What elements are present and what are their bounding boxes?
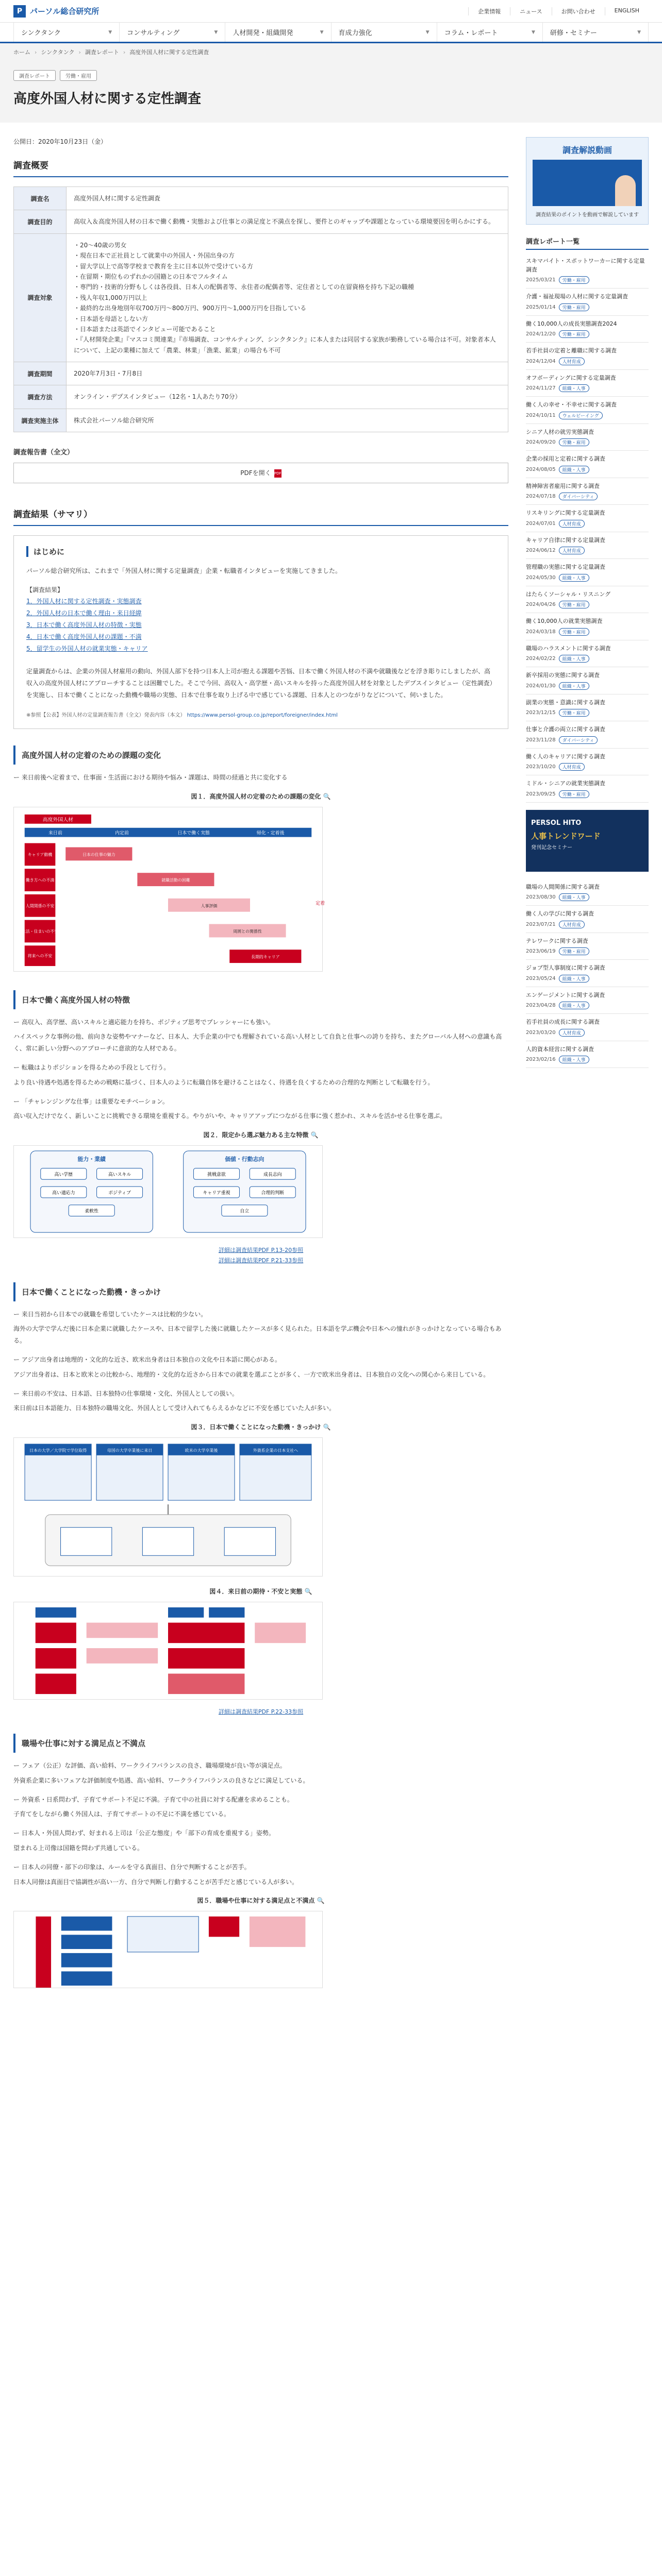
report-date: 2023/11/28 bbox=[526, 737, 556, 743]
list-item[interactable] bbox=[526, 253, 649, 289]
report-date: 2025/03/21 bbox=[526, 277, 556, 283]
banner-image bbox=[533, 160, 642, 206]
fig3-box: 日本の大学／大学院で学位取得 bbox=[29, 1448, 87, 1453]
list-item[interactable] bbox=[526, 987, 649, 1014]
figure-3-caption: 図３．日本で働くことになった動機・きっかけ 🔍 bbox=[191, 1423, 331, 1431]
intro-title: はじめに bbox=[26, 546, 495, 557]
nav-training[interactable] bbox=[332, 23, 437, 42]
figure-3 bbox=[13, 1437, 323, 1577]
fig1-row: 生活・住まいの不安 bbox=[21, 928, 59, 934]
report-date: 2024/08/05 bbox=[526, 466, 556, 472]
list-item[interactable] bbox=[526, 694, 649, 722]
report-title: リスキリングに関する定量調査 bbox=[526, 510, 605, 516]
report-tag[interactable]: 組織・人事 bbox=[559, 1056, 589, 1063]
zoom-icon: 🔍 bbox=[317, 1897, 325, 1905]
toc-link[interactable]: 2．外国人材の日本で働く理由・来日経緯 bbox=[26, 609, 142, 617]
target-line: ・留大学以上で高等学校まで教育を主に日本以外で受けている方 bbox=[74, 262, 254, 270]
s2-item: より良い待遇や処遇を得るための戦略に基づく、日本人のように転職自体を避けることはなく、待遇を良くするための合理的な判断として転職を行う。 bbox=[13, 1078, 434, 1086]
report-tag[interactable]: 労働・雇用 bbox=[559, 438, 589, 446]
list-item[interactable] bbox=[526, 505, 649, 532]
report-tag[interactable]: 組織・人事 bbox=[559, 893, 589, 901]
report-title: 介護・福祉現場の人材に関する定量調査 bbox=[526, 293, 628, 300]
nav-label: シンクタンク bbox=[21, 29, 61, 37]
fig1-cell: 就職活動の困難 bbox=[161, 877, 190, 883]
figure-2 bbox=[13, 1145, 323, 1238]
fig2-item: キャリア重視 bbox=[203, 1191, 230, 1196]
report-title: 働く人の幸せ・不幸せに関する調査 bbox=[526, 401, 617, 408]
tag-report[interactable]: 調査レポート bbox=[13, 70, 56, 81]
main-column bbox=[13, 123, 508, 1990]
row-value: 高度外国人材に関する定性調査 bbox=[67, 187, 508, 210]
report-title: 働く人の学びに関する調査 bbox=[526, 910, 594, 917]
tag-list bbox=[13, 70, 649, 81]
report-date: 2023/02/16 bbox=[526, 1057, 556, 1062]
report-tag[interactable]: 労働・雇用 bbox=[559, 303, 589, 311]
row-value bbox=[67, 233, 508, 362]
row-key: 調査方法 bbox=[14, 385, 67, 409]
nav-label: コンサルティング bbox=[127, 29, 180, 37]
list-item[interactable] bbox=[526, 960, 649, 987]
report-title: 管理職の実態に関する定量調査 bbox=[526, 564, 605, 570]
note-link[interactable]: https://www.persol-group.co.jp/report/foreigner/index.html bbox=[187, 712, 338, 718]
toc-link[interactable]: 1．外国人材に関する定性調査・実態調査 bbox=[26, 598, 142, 605]
list-item[interactable] bbox=[526, 775, 649, 803]
target-line: ・残人年収1,000万円以上 bbox=[74, 294, 147, 301]
report-title: オフボーディングに関する定量調査 bbox=[526, 374, 616, 381]
row-value: 高収入＆高度外国人材の日本で働く動機・実態および仕事との満足度と不満点を探し、要件とのギャップや課題となっている環境要因を明らかにする。 bbox=[67, 210, 508, 233]
row-key: 調査目的 bbox=[14, 210, 67, 233]
zoom-icon: 🔍 bbox=[323, 792, 331, 800]
s4-item: ー 日本人の同僚・部下の印象は、ルールを守る真面目、自分で判断することが苦手。 bbox=[13, 1863, 251, 1871]
list-item[interactable] bbox=[526, 451, 649, 478]
fig1-phase: 内定前 bbox=[115, 831, 129, 836]
fig1-cell: 周囲との関係性 bbox=[233, 928, 262, 934]
fig1-cell: 日本の仕事の魅力 bbox=[82, 852, 115, 857]
report-tag[interactable]: 組織・人事 bbox=[559, 574, 589, 582]
chevron-down-icon: ▼ bbox=[214, 29, 218, 35]
report-tag[interactable]: 労働・雇用 bbox=[559, 330, 589, 338]
section-1-heading: 高度外国人材の定着のための課題の変化 bbox=[13, 745, 508, 765]
row-key: 調査期間 bbox=[14, 362, 67, 385]
nav-label: コラム・レポート bbox=[444, 29, 498, 37]
report-title: ミドル・シニアの就業実態調査 bbox=[526, 780, 605, 787]
detail-link[interactable]: 詳細は調査結果PDF P.22-33参照 bbox=[218, 1708, 304, 1716]
s4-item: ー フェア（公正）な評価、高い給料、ワークライフバランスの良さ、職場環境が良い等が満足点。 bbox=[13, 1762, 286, 1770]
figure-5 bbox=[13, 1911, 323, 1988]
nav-think-tank[interactable] bbox=[13, 23, 120, 42]
toc-list bbox=[26, 596, 495, 654]
report-title: 働く10,000人の就業実態調査 bbox=[526, 618, 603, 624]
s3-item: ー 来日当初から日本での就職を希望していたケースは比較的少ない。 bbox=[13, 1310, 207, 1318]
section-1-lead: ー 来日前後へ定着まで、仕事面・生活面における期待や悩み・課題は、時間の経過と共に変化する bbox=[13, 773, 288, 781]
report-title: はたらくソーシャル・リスニング bbox=[526, 590, 611, 598]
report-date: 2024/11/27 bbox=[526, 385, 556, 391]
report-tag[interactable]: ダイバーシティ bbox=[559, 493, 598, 500]
report-tag[interactable]: 組織・人事 bbox=[559, 1002, 589, 1009]
link-company[interactable]: 企業情報 bbox=[468, 7, 510, 15]
report-date: 2024/01/30 bbox=[526, 683, 556, 689]
section-3-heading: 日本で働くことになった動機・きっかけ bbox=[13, 1282, 508, 1301]
ad-banner[interactable] bbox=[526, 810, 649, 872]
report-date: 2024/07/01 bbox=[526, 520, 556, 527]
intro-box bbox=[13, 535, 508, 729]
report-title: 企業の採用と定着に関する調査 bbox=[526, 455, 605, 462]
list-item[interactable] bbox=[526, 1041, 649, 1069]
fig1-rows bbox=[22, 843, 58, 966]
figure-5-caption: 図５．職場や仕事に対する満足点と不満点 🔍 bbox=[197, 1897, 325, 1905]
sidebar bbox=[526, 123, 649, 1990]
pdf-icon: PDF bbox=[274, 469, 282, 478]
report-title: シニア人材の就労実態調査 bbox=[526, 428, 594, 435]
row-value: 株式会社パーソル総合研究所 bbox=[67, 409, 508, 432]
target-line: ・20〜40歳の男女 bbox=[74, 241, 127, 249]
site-logo[interactable] bbox=[13, 5, 99, 18]
report-list bbox=[526, 253, 649, 1068]
report-tag[interactable]: 組織・人事 bbox=[559, 975, 589, 982]
target-line: ・『人材開発企業』『マスコミ関連業』『市場調査、コンサルティング、シンクタンク』に本人または同居する家族が勤務している場合は不可。対象者本人について、上記の業種に加えて「農業、林業」「漁業、鉱業」の場合も不可 bbox=[74, 336, 496, 354]
report-tag[interactable]: 人材育成 bbox=[559, 547, 585, 554]
table-row bbox=[14, 187, 508, 210]
main-nav bbox=[0, 23, 662, 43]
report-title: 新卒採用の実態に関する調査 bbox=[526, 672, 600, 679]
target-line: ・日本語を母語としない方 bbox=[74, 315, 148, 323]
fig2-item: 合理的判断 bbox=[261, 1191, 284, 1196]
s4-item: 子育てをしながら働く外国人は、子育てサポートの不足に不満を感じている。 bbox=[13, 1810, 230, 1818]
figure-2-caption: 図２．限定から選ぶ魅力ある主な特徴 🔍 bbox=[203, 1131, 319, 1139]
list-item[interactable] bbox=[526, 586, 649, 614]
fig1-cell: 長期的キャリア bbox=[251, 954, 280, 959]
list-item[interactable] bbox=[526, 749, 649, 776]
fig2-item: 高い適応力 bbox=[52, 1191, 75, 1196]
report-date: 2023/12/15 bbox=[526, 710, 556, 716]
crumb-reports[interactable]: 調査レポート bbox=[85, 49, 119, 56]
fig1-row: キャリア動機 bbox=[27, 852, 53, 857]
report-tag[interactable]: 組織・人事 bbox=[559, 384, 589, 392]
summary-heading: 調査結果（サマリ） bbox=[13, 507, 508, 526]
figure-4-caption: 図４．来日前の期待・不安と実態 🔍 bbox=[209, 1588, 312, 1596]
list-item[interactable] bbox=[526, 424, 649, 451]
report-title: 若手社員の定着と離職に関する調査 bbox=[526, 347, 617, 354]
nav-seminar[interactable] bbox=[543, 23, 649, 42]
toc-label: 【調査結果】 bbox=[26, 586, 64, 594]
s4-item: 日本人同僚は真面目で協調性が高い一方、自分で判断し行動することが苦手だと感じている人が多い。 bbox=[13, 1878, 299, 1886]
chevron-down-icon: ▼ bbox=[637, 29, 641, 35]
report-date: 2024/03/18 bbox=[526, 629, 556, 635]
s2-item: 高い収入だけでなく、新しいことに挑戦できる環境を重視する。やりがいや、キャリアアップにつながる仕事に強く惹かれ、スキルを活かせる仕事を選ぶ。 bbox=[13, 1112, 446, 1120]
report-date: 2024/02/22 bbox=[526, 656, 556, 662]
report-tag[interactable]: 組織・人事 bbox=[559, 466, 589, 473]
fig3-box: 欧米の大学卒業後 bbox=[185, 1448, 218, 1453]
report-date: 2024/06/12 bbox=[526, 548, 556, 553]
report-date: 2024/04/26 bbox=[526, 602, 556, 607]
list-item[interactable] bbox=[526, 397, 649, 424]
report-date: 2024/12/20 bbox=[526, 331, 556, 337]
list-item[interactable] bbox=[526, 532, 649, 560]
logo-mark: P bbox=[13, 5, 26, 18]
reference-note bbox=[26, 710, 495, 718]
target-line: ・日本語または英語でインタビュー可能であること bbox=[74, 325, 216, 333]
publish-date: 公開日：2020年10月23日（金） bbox=[13, 138, 107, 145]
report-tag[interactable]: 労働・雇用 bbox=[559, 601, 589, 608]
report-date: 2023/08/30 bbox=[526, 894, 556, 900]
report-title: 人的資本経営に関する調査 bbox=[526, 1045, 594, 1053]
table-row bbox=[14, 210, 508, 233]
tag-labor[interactable]: 労働・雇用 bbox=[60, 70, 97, 81]
list-item[interactable] bbox=[526, 370, 649, 397]
table-row bbox=[14, 385, 508, 409]
s3-item: ー 来日前の不安は、日本語、日本独特の仕事環境・文化、外国人としての扱い。 bbox=[13, 1389, 238, 1397]
row-value: 2020年7月3日・7月8日 bbox=[67, 362, 508, 385]
report-title: エンゲージメントに関する調査 bbox=[526, 991, 605, 998]
report-title: ジョブ型人事制度に関する調査 bbox=[526, 964, 605, 971]
fig1-phase: 帰化・定着後 bbox=[256, 831, 285, 836]
list-item[interactable] bbox=[526, 933, 649, 960]
presenter-image bbox=[615, 175, 636, 206]
list-item[interactable] bbox=[526, 721, 649, 749]
fig3-box: 母国の大学卒業後に来日 bbox=[107, 1448, 153, 1453]
fig1-row: 将来への不安 bbox=[27, 953, 53, 958]
page-hero bbox=[0, 61, 662, 123]
toc-link[interactable]: 4．日本で働く高度外国人材の課題・不満 bbox=[26, 633, 142, 640]
crumb-home[interactable]: ホーム bbox=[13, 49, 30, 56]
list-item[interactable] bbox=[526, 316, 649, 343]
figure-1-caption: 図１．高度外国人材の定着のための課題の変化 🔍 bbox=[191, 792, 331, 800]
figure-4 bbox=[13, 1602, 323, 1700]
nav-column-report[interactable] bbox=[437, 23, 543, 42]
detail-link[interactable]: 詳細は調査結果PDF P.13-20参照 bbox=[218, 1247, 304, 1254]
fig2-item: ポジティブ bbox=[108, 1191, 131, 1196]
fig1-row: 人間関係の不安 bbox=[25, 903, 55, 908]
report-tag[interactable]: 労働・雇用 bbox=[559, 709, 589, 717]
pdf-open-button[interactable] bbox=[13, 463, 508, 483]
report-date: 2023/07/21 bbox=[526, 921, 556, 927]
overview-table bbox=[13, 187, 508, 432]
table-row bbox=[14, 409, 508, 432]
report-tag[interactable]: ダイバーシティ bbox=[559, 736, 598, 744]
report-title: キャリア自律に関する定量調査 bbox=[526, 536, 605, 544]
s4-item: 外資系企業に多いフェアな評価制度や処遇、高い給料、ワークライフバランスの良さなどに満足している。 bbox=[13, 1776, 309, 1784]
s2-item: ー 転職はよりポジションを得るための手段として行う。 bbox=[13, 1063, 170, 1071]
report-date: 2023/05/24 bbox=[526, 975, 556, 981]
list-item[interactable] bbox=[526, 667, 649, 694]
list-item[interactable] bbox=[526, 640, 649, 668]
intro-paragraph-2: 定量調査からは、企業の外国人材雇用の動向、外国人部下を持つ日本人上司が抱える課題や苦悩、日本で働く外国人材の不満や就職後などを浮き彫りにしましたが、高収入の高度外国人材にアプローチすることは困難でした。そこで今回、高収入・高学歴・高いスキルを持った高度外国人材を対象としたデプスインタビュー（定性調査）を実施し、日本で働くことになった動機や職場の実態、日本で仕事を取り上げる中で感じている課題、日本人とのつながりなどについて、伺いました。 bbox=[26, 668, 493, 699]
figure-1 bbox=[13, 807, 323, 972]
zoom-icon: 🔍 bbox=[310, 1131, 319, 1139]
breadcrumb bbox=[0, 43, 662, 61]
report-title: 働く10,000人の成長実態調査2024 bbox=[526, 320, 617, 327]
intro-paragraph: パーソル総合研究所は、これまで「外国人材に関する定量調査」企業・転職者インタビューを実施してきました。 bbox=[26, 567, 342, 574]
top-bar bbox=[0, 0, 662, 23]
list-item[interactable] bbox=[526, 879, 649, 906]
report-date: 2023/06/19 bbox=[526, 948, 556, 954]
report-title: スキマバイト・スポットワーカーに関する定量調査 bbox=[526, 258, 645, 273]
report-tag[interactable]: 組織・人事 bbox=[559, 655, 589, 663]
report-title: 職場のハラスメントに関する調査 bbox=[526, 645, 611, 652]
report-tag[interactable]: 人材育成 bbox=[559, 520, 585, 528]
report-date: 2024/05/30 bbox=[526, 574, 556, 581]
chevron-down-icon: ▼ bbox=[108, 29, 112, 35]
report-date: 2023/04/28 bbox=[526, 1003, 556, 1008]
ad-text: PERSOL HITO bbox=[531, 819, 582, 827]
report-title: 働く人のキャリアに関する調査 bbox=[526, 753, 605, 760]
note-text: ※参照【公表】外国人材の定量調査報告書（全文）発表内容（本文） bbox=[26, 712, 186, 718]
report-date: 2025/01/14 bbox=[526, 304, 556, 310]
fig2-item: 自立 bbox=[240, 1209, 250, 1214]
report-tag[interactable]: 人材育成 bbox=[559, 921, 585, 928]
s2-item: ハイスペックな事例の他、前向きな姿勢やマナーなど、日本人、大手企業の中でも理解されている高い人材として自負と仕事への誇りを持ち、またグローバル人材への意識も高く、常に新しい分野へのアプローチに意欲的な人材である。 bbox=[13, 1033, 502, 1053]
report-list-heading: 調査レポート一覧 bbox=[526, 236, 649, 250]
link-english[interactable]: ENGLISH bbox=[605, 7, 649, 15]
s4-item: ー 外資系・日系問わず、子育てサポート不足に不満。子育て中の社員に対する配慮を求めることも。 bbox=[13, 1795, 293, 1803]
fig2-item: 挑戦意欲 bbox=[207, 1172, 226, 1178]
report-title: 仕事と介護の両立に関する調査 bbox=[526, 726, 605, 733]
s4-item: ー 日本人・外国人問わず、好まれる上司は「公正な態度」や「部下の育成を重視する」姿勢。 bbox=[13, 1829, 275, 1837]
list-item[interactable] bbox=[526, 343, 649, 370]
target-line: ・現在日本で正社員として就業中の外国人・外国出身の方 bbox=[74, 252, 235, 260]
report-date: 2023/09/25 bbox=[526, 791, 556, 797]
report-title: 若手社員の成長に関する調査 bbox=[526, 1019, 600, 1025]
list-item[interactable] bbox=[526, 559, 649, 586]
table-row bbox=[14, 233, 508, 362]
fig2-item: 高い学歴 bbox=[54, 1172, 73, 1178]
row-key: 調査対象 bbox=[14, 233, 67, 362]
fig1-title: 高度外国人材 bbox=[42, 817, 74, 823]
banner-title: 調査解説動画 bbox=[562, 145, 612, 155]
fig2-item: 成長志向 bbox=[263, 1172, 282, 1178]
report-tag[interactable]: 人材育成 bbox=[559, 358, 585, 365]
table-row bbox=[14, 362, 508, 385]
report-date: 2024/10/11 bbox=[526, 412, 556, 418]
report-title: 副業の実態・意識に関する調査 bbox=[526, 699, 605, 706]
nav-consulting[interactable] bbox=[120, 23, 225, 42]
s3-item: アジア出身者は、日本と欧米との比較から、地理的・文化的な近さから日本での就業を選ぶことが多く、一方で欧米出身者は、日本独自の文化への関心から来日している。 bbox=[13, 1370, 490, 1378]
fig1-cell: 人事評価 bbox=[201, 903, 218, 908]
utility-links bbox=[468, 7, 649, 15]
fig1-phase: 日本で働く実態 bbox=[177, 831, 210, 836]
report-date: 2023/10/20 bbox=[526, 764, 556, 770]
logo-text: パーソル総合研究所 bbox=[30, 7, 100, 16]
fig2-right-title: 価値・行動志向 bbox=[225, 1156, 264, 1163]
report-tag[interactable]: 労働・雇用 bbox=[559, 947, 589, 955]
s2-item: ー 高収入、高学歴、高いスキルと適応能力を持ち、ポジティブ思考でプレッシャーにも強い。 bbox=[13, 1018, 274, 1026]
report-date: 2024/09/20 bbox=[526, 439, 556, 445]
link-contact[interactable]: お問い合わせ bbox=[552, 7, 605, 15]
report-date: 2024/12/04 bbox=[526, 358, 556, 364]
ad-text: 人事トレンドワード bbox=[531, 831, 601, 841]
ad-text: 発刊記念セミナー bbox=[531, 844, 572, 851]
report-heading: 調査報告書（全文） bbox=[13, 449, 74, 457]
s2-item: ー 「チャレンジングな仕事」は重要なモチベーション。 bbox=[13, 1097, 169, 1105]
fig2-left-title: 能力・業績 bbox=[77, 1156, 106, 1163]
nav-label: 人材開発・組織開発 bbox=[233, 29, 293, 37]
nav-label: 研修・セミナー bbox=[550, 29, 597, 37]
fig2-item: 高いスキル bbox=[108, 1172, 131, 1178]
zoom-icon: 🔍 bbox=[323, 1423, 331, 1431]
report-tag[interactable]: 人材育成 bbox=[559, 1029, 585, 1037]
target-line: ・在留期・期位ものずれかの国籍との日本でフルタイム bbox=[74, 273, 228, 280]
page-title: 高度外国人材に関する定性調査 bbox=[13, 91, 202, 107]
toc-link[interactable]: 3．日本で働く高度外国人材の特徴・実態 bbox=[26, 621, 142, 629]
report-tag[interactable]: 人材育成 bbox=[559, 763, 585, 771]
row-key: 調査実施主体 bbox=[14, 409, 67, 432]
crumb-separator: › bbox=[123, 48, 126, 56]
report-tag[interactable]: 労働・雇用 bbox=[559, 628, 589, 636]
fig1-row: 働き方への不満 bbox=[25, 877, 55, 883]
s3-item: ー アジア出身者は地理的・文化的な近さ、欧米出身者は日本独自の文化や日本語に関心がある。 bbox=[13, 1356, 281, 1364]
crumb-separator: › bbox=[35, 48, 37, 56]
toc-link[interactable]: 5．留学生の外国人材の就業実態・キャリア bbox=[26, 645, 148, 652]
report-tag[interactable]: 組織・人事 bbox=[559, 682, 589, 690]
nav-hr-development[interactable] bbox=[225, 23, 331, 42]
zoom-icon: 🔍 bbox=[304, 1588, 312, 1596]
fig3-box: 外資系企業の日本支社へ bbox=[253, 1448, 299, 1453]
link-news[interactable]: ニュース bbox=[510, 7, 551, 15]
report-title: テレワークに関する調査 bbox=[526, 937, 588, 944]
list-item[interactable] bbox=[526, 478, 649, 505]
overview-heading: 調査概要 bbox=[13, 158, 508, 177]
target-line: ・専門的・技術的分野もしくは各役員、日本人の配偶者等、永住者の配偶者等、定住者としての在留資格を持ち下記の職種 bbox=[74, 283, 415, 291]
fig2-item: 柔軟性 bbox=[85, 1209, 98, 1214]
detail-link[interactable]: 詳細は調査結果PDF P.21-33参照 bbox=[218, 1257, 304, 1264]
content-area bbox=[0, 123, 662, 1990]
row-key: 調査名 bbox=[14, 187, 67, 210]
video-banner[interactable] bbox=[526, 137, 649, 225]
chevron-down-icon: ▼ bbox=[320, 29, 324, 35]
s3-item: 海外の大学で学んだ後に日本企業に就職したケースや、日本で留学した後に就職したケースが多く見られた。日本語を学ぶ機会や日本への憧れがきっかけとなっている場合もある。 bbox=[13, 1325, 502, 1345]
report-tag[interactable]: ウェルビーイング bbox=[559, 412, 603, 419]
section-4-heading: 職場や仕事に対する満足点と不満点 bbox=[13, 1734, 508, 1753]
report-title: 精神障害者雇用に関する調査 bbox=[526, 482, 600, 489]
banner-caption: 調査結果のポイントを動画で解説しています bbox=[536, 212, 639, 218]
report-title: 職場の人間関係に関する調査 bbox=[526, 883, 600, 890]
crumb-think-tank[interactable]: シンクタンク bbox=[41, 49, 75, 56]
report-tag[interactable]: 労働・雇用 bbox=[559, 790, 589, 798]
report-tag[interactable]: 労働・雇用 bbox=[559, 276, 589, 284]
list-item[interactable] bbox=[526, 906, 649, 933]
s4-item: 望まれる上司像は国籍を問わず共通している。 bbox=[13, 1844, 144, 1852]
s3-item: 来日前は日本語能力、日本独特の職場文化、外国人として受け入れてもらえるかなどに不安を感じていた人が多い。 bbox=[13, 1404, 336, 1412]
section-2-heading: 日本で働く高度外国人材の特徴 bbox=[13, 990, 508, 1009]
fig1-phase: 来日前 bbox=[48, 831, 62, 836]
crumb-current: 高度外国人材に関する定性調査 bbox=[129, 49, 209, 56]
report-date: 2024/07/18 bbox=[526, 494, 556, 499]
report-date: 2023/03/20 bbox=[526, 1029, 556, 1036]
nav-label: 育成力強化 bbox=[338, 29, 372, 37]
pdf-label: PDFを開く bbox=[240, 469, 271, 477]
chevron-down-icon: ▼ bbox=[531, 29, 535, 35]
fig1-right: 定着 bbox=[316, 901, 325, 906]
list-item[interactable] bbox=[526, 613, 649, 640]
chevron-down-icon: ▼ bbox=[425, 29, 429, 35]
row-value: オンライン・デプスインタビュー（12名・1人あたり70分） bbox=[67, 385, 508, 409]
crumb-separator: › bbox=[78, 48, 81, 56]
target-line: ・最終的な出身地別年収700万円〜800万円、900万円〜1,000万円を目指している bbox=[74, 304, 307, 312]
list-item[interactable] bbox=[526, 289, 649, 316]
list-item[interactable] bbox=[526, 1014, 649, 1041]
